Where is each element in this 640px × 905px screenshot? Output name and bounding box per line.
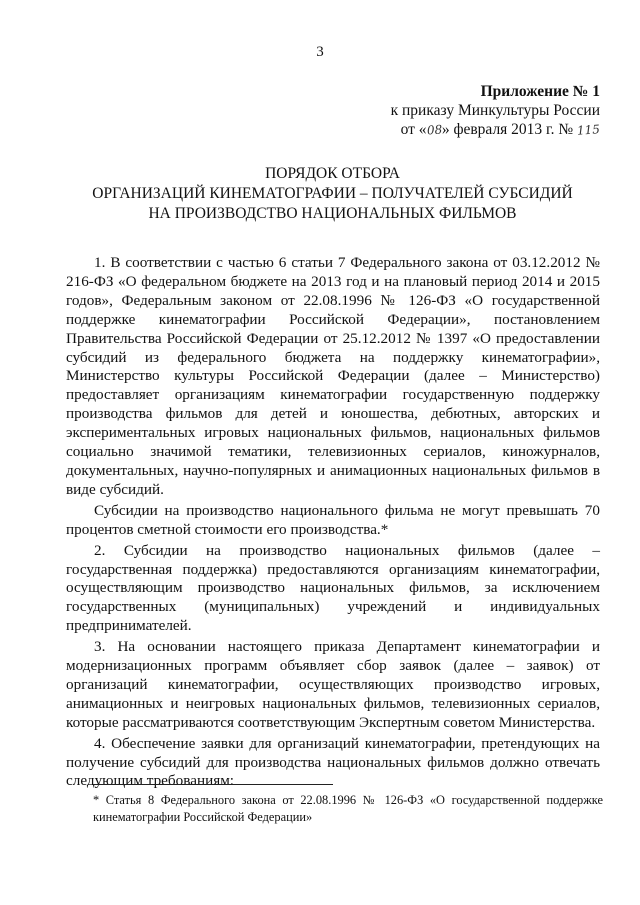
appendix-title: Приложение № 1 (480, 83, 600, 100)
handwritten-number: 115 (576, 122, 601, 138)
title-line-3: НА ПРОИЗВОДСТВО НАЦИОНАЛЬНЫХ ФИЛЬМОВ (148, 205, 517, 222)
title-line-2: ОРГАНИЗАЦИЙ КИНЕМАТОГРАФИИ – ПОЛУЧАТЕЛЕЙ СУБСИДИЙ (92, 185, 573, 202)
footnote-divider (93, 784, 333, 785)
document-body (66, 254, 600, 791)
title-line-1: ПОРЯДОК ОТБОРА (265, 165, 400, 182)
date-middle: » февраля 2013 г. № (441, 121, 578, 138)
footnote: * Статья 8 Федерального закона от 22.08.1996 № 126-ФЗ «О государственной поддержке кинематографии Российской Федерации» (93, 793, 603, 824)
paragraph-2: 2. Субсидии на производство национальных фильмов (далее – государственная поддержка) предоставляются организациям кинематографии, осуществляющим производство национальных фильмов, за исключением государственных (муниципальных) учреждений и индивидуальных предпринимателей. (66, 541, 600, 635)
page-number: 3 (316, 44, 324, 60)
appendix-date-line (340, 120, 600, 140)
handwritten-day: 08 (426, 122, 443, 138)
date-prefix: от « (400, 121, 427, 138)
paragraph-subsidy-limit: Субсидии на производство национального фильма не могут превышать 70 процентов сметной стоимости его производства.* (66, 501, 600, 538)
document-title (60, 164, 605, 224)
paragraph-4: 4. Обеспечение заявки для организаций кинематографии, претендующих на получение субсидий для производства национальных фильмов должно отвечать следующим требованиям: (66, 734, 600, 790)
paragraph-1: 1. В соответствии с частью 6 статьи 7 Федерального закона от 03.12.2012 № 216-ФЗ «О федеральном бюджете на 2013 год и на плановый период 2014 и 2015 годов», Федеральным законом от 22.08.1996 № 126-ФЗ «О государственной поддержке кинематографии Российской Федерации», постановлением Правительства Российской Федерации от 25.12.2012 № 1397 «О предоставлении субсидий из федерального бюджета на поддержку кинематографии», Министерство культуры Российской Федерации (далее – Министерство) предоставляет организациям кинематографии государственную поддержку производства фильмов для детей и юношества, дебютных, авторских и экспериментальных игровых национальных фильмов, национальных фильмов социально значимой тематики, телевизионных сериалов, киножурналов, документальных, научно-популярных и анимационных национальных фильмов в виде субсидий. (66, 254, 600, 498)
paragraph-3: 3. На основании настоящего приказа Департамент кинематографии и модернизационных программ объявляет сбор заявок (далее – заявок) от организаций кинематографии, осуществляющих производство игровых, анимационных и неигровых национальных фильмов, телевизионных сериалов, которые рассматриваются соответствующим Экспертным советом Министерства. (66, 638, 600, 731)
appendix-block (340, 82, 600, 140)
appendix-order-line: к приказу Минкультуры России (390, 102, 600, 119)
